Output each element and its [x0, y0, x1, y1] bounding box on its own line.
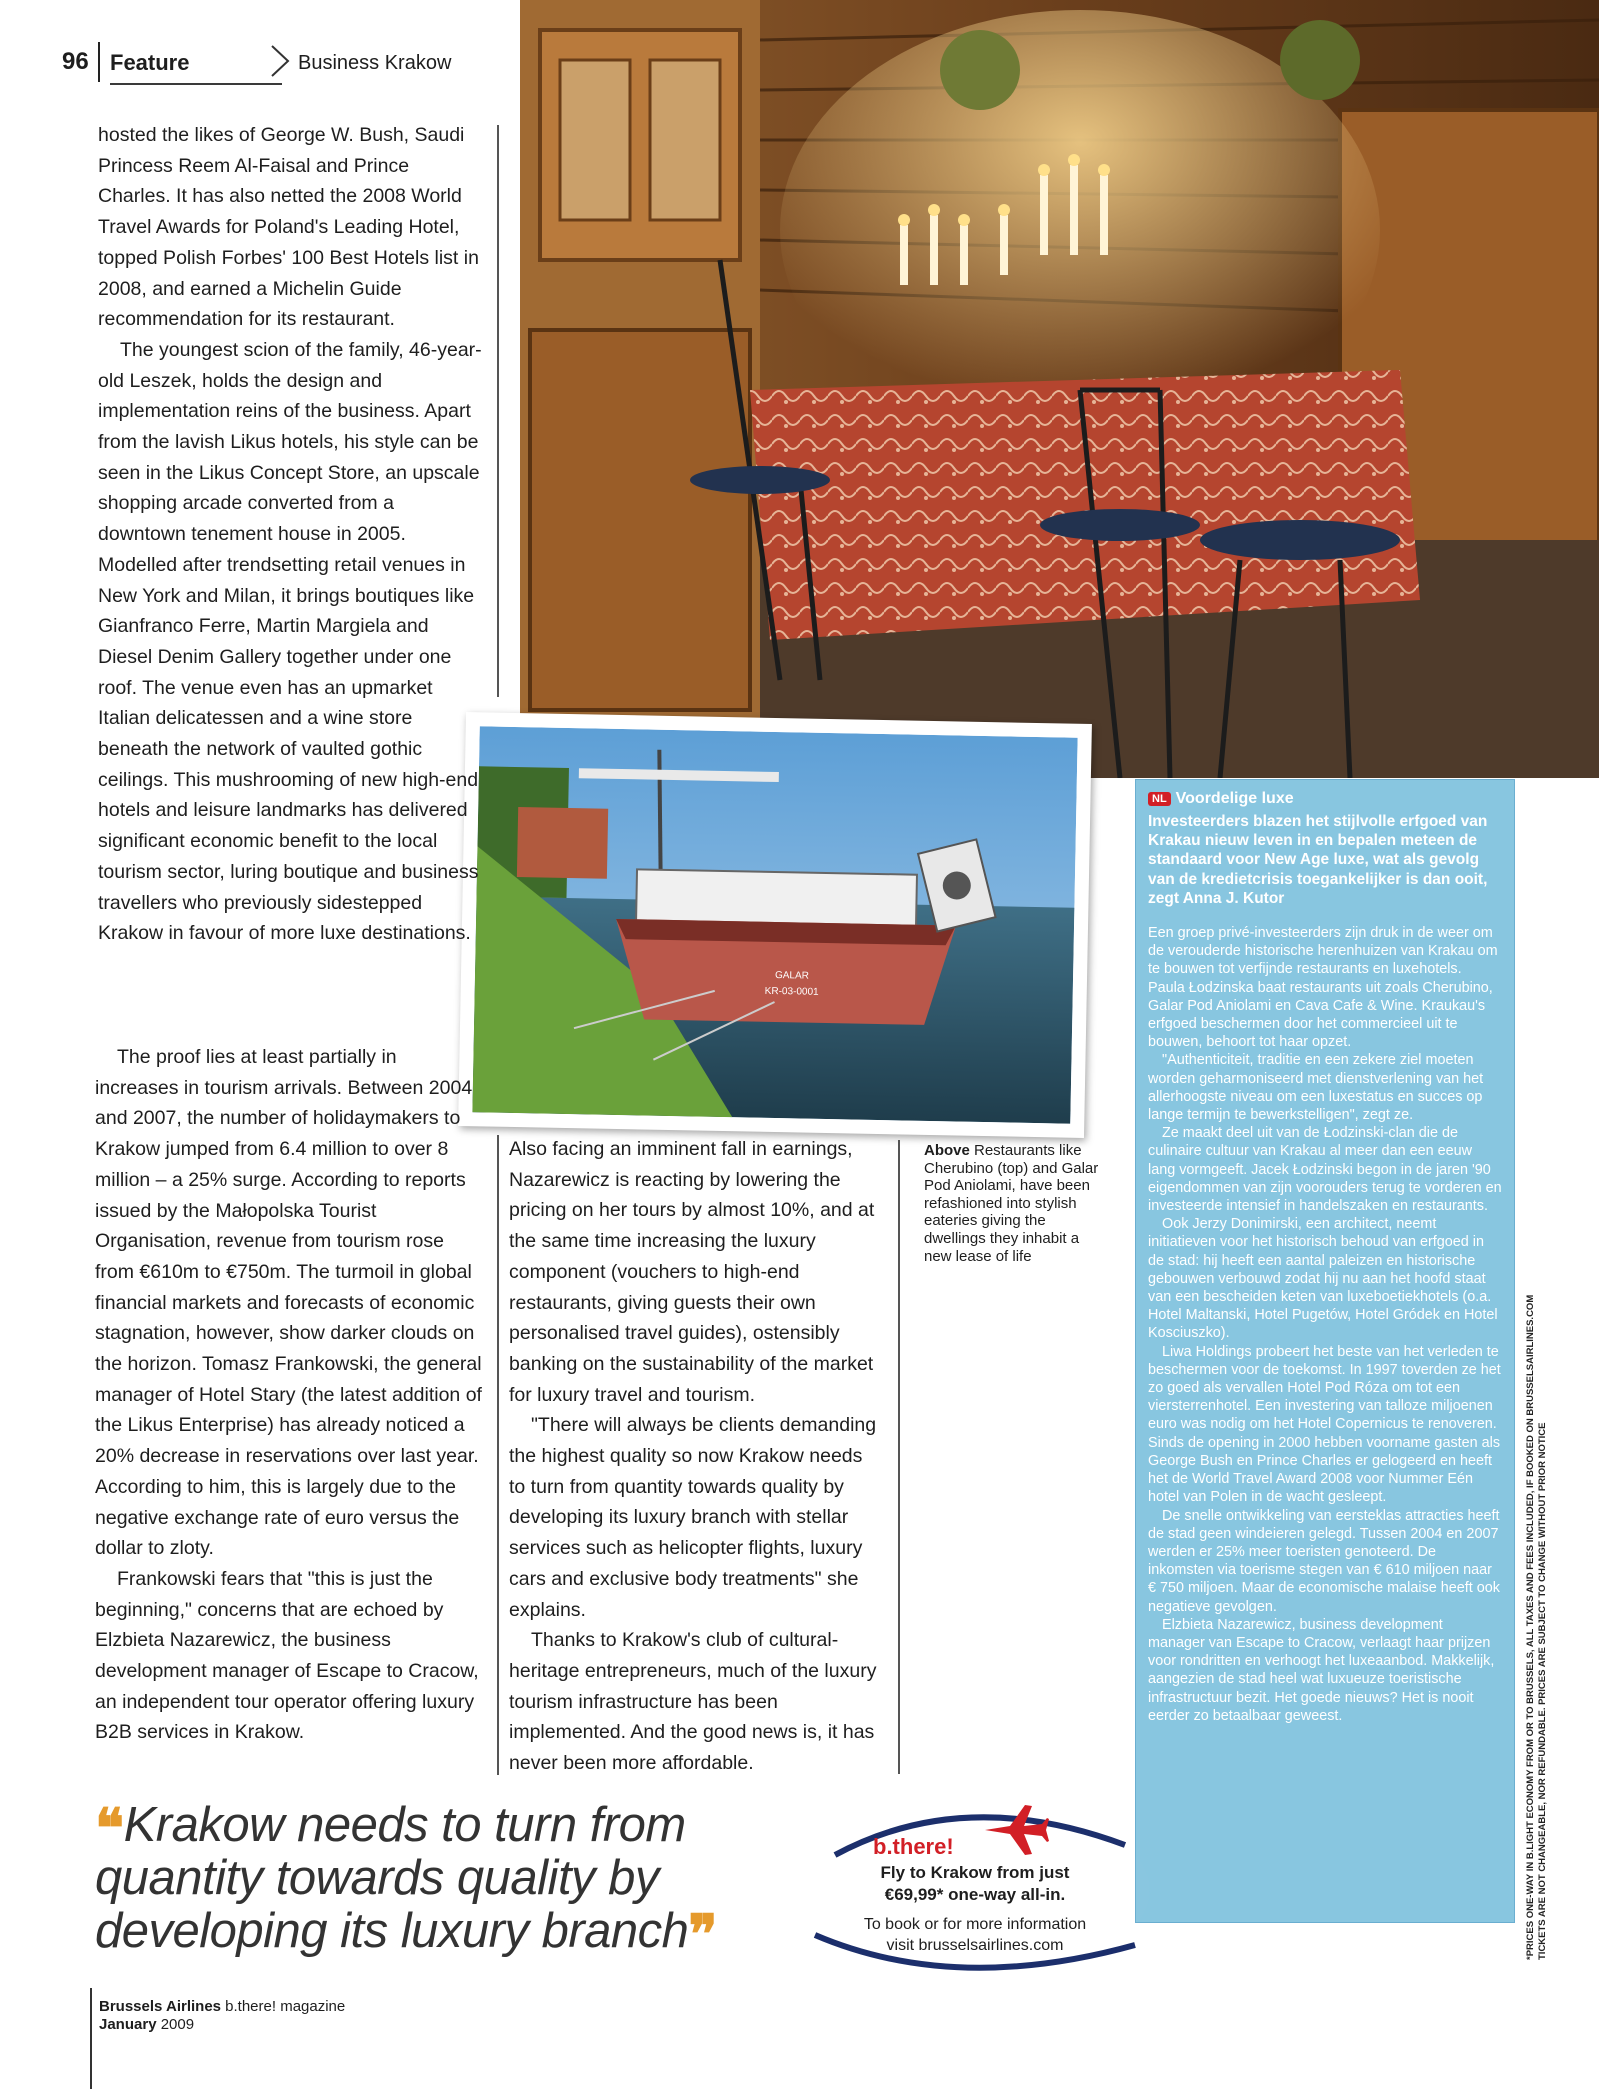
pull-quote	[95, 1796, 805, 1966]
ad-offer-line-2: €69,99* one-way all-in.	[884, 1885, 1066, 1904]
column-rule	[497, 125, 499, 697]
ad-brand: b.there!	[873, 1834, 954, 1859]
fine-print: *PRICES ONE-WAY IN B.LIGHT ECONOMY FROM OR TO BRUSSELS, ALL TAXES AND FEES INCLUDED, IF BOOKED ON BRUSSELSAIRLINES.COM TICKETS ARE NOT CHANGEABLE, NOR REFUNDABLE. PRICES ARE SUBJECT TO CHANGE WITHOUT PRIOR NOTICE	[1525, 1294, 1548, 1960]
article-paragraph: The proof lies at least partially in increases in tourism arrivals. Between 2004 and 2007, the number of holidaymakers to Krakow jumped from 6.4 million to over 8 million – a 25% surge. According to reports issued by the Małopolska Tourist Organisation, revenue from tourism rose from €610m to €750m. The turmoil in global financial markets and forecasts of economic stagnation, however, show darker clouds on the horizon. Tomasz Frankowski, the general manager of Hotel Stary (the latest addition of the Likus Enterprise) has already noticed a 20% decrease in reservations over last year. According to him, this is largely due to the negative exchange rate of euro versus the dollar to zloty.	[95, 1046, 482, 1560]
article-column-1-lower	[95, 1042, 483, 1748]
header-divider	[98, 42, 100, 82]
footer-publication	[99, 1998, 345, 2015]
subsection-label: Business Krakow	[298, 52, 452, 74]
sidebar-paragraph: Een groep privé-investeerders zijn druk in de weer om de verouderde historische herenhuizen van Krakau om te bouwen tot verfijnde restaurants en luxehotels. Paula Łodzinska baat restaurants uit zoals Cherubino, Galar Pod Aniolami en Cava Cafe & Wine. Kraukau's erfgoed beschermen door het commercieel uit te bouwen, behoort tot haar opzet.	[1148, 925, 1498, 1051]
article-paragraph: Also facing an imminent fall in earnings, Nazarewicz is reacting by lowering the pricing on her tours by almost 10%, and at the same time increasing the luxury component (vouchers to high-end restaurants, giving guests their own personalised travel guides), ostensibly banking on the sustainability of the market for luxury travel and tourism.	[509, 1138, 875, 1406]
section-label: Feature	[110, 50, 190, 75]
sidebar-paragraph: Elzbieta Nazarewicz, business development manager van Escape to Cracow, verlaagt haar prijzen voor rondritten en verhoogt het luxeaanbod. Makkelijk, aangezien de stad heel wat luxueuze toeristische infrastructuur bezit. Het goede nieuws? Het is nooit eerder zo betaalbaar geweest.	[1148, 1616, 1495, 1724]
sidebar-body	[1148, 924, 1502, 1725]
article-paragraph: Frankowski fears that "this is just the beginning," concerns that are echoed by Elzbieta Nazarewicz, the business development manager of Escape to Cracow, an independent tour operator offering luxury B2B services in Krakow.	[95, 1567, 479, 1744]
article-paragraph: Thanks to Krakow's club of cultural-heritage entrepreneurs, much of the luxury tourism infrastructure has been implemented. And the good news is, it has never been more affordable.	[509, 1629, 877, 1775]
ad-website-link[interactable]: visit brusselsairlines.com	[886, 1937, 1064, 1954]
open-quote-icon: ❝	[95, 1796, 124, 1860]
ad-offer-line-1: Fly to Krakow from just	[880, 1863, 1070, 1882]
ad-offer	[800, 1862, 1150, 1906]
caption-label: Above	[924, 1142, 970, 1159]
article-paragraph: "There will always be clients demanding the highest quality so now Krakow needs to turn from quantity towards quality by developing its luxury branch with stellar services such as helicopter flights, luxury cars and exclusive body treatments" she explains.	[509, 1414, 877, 1621]
hull-text-2: KR-03-0001	[764, 985, 819, 998]
ad-info-line-1: To book or for more information	[863, 1916, 1087, 1933]
nl-badge: NL	[1148, 792, 1171, 806]
footer-issue-rest: 2009	[156, 2016, 195, 2033]
footer-publication-rest: b.there! magazine	[221, 1998, 346, 2015]
close-quote-icon: ❞	[688, 1902, 717, 1966]
sidebar-lead: Investeerders blazen het stijlvolle erfgoed van Krakau nieuw leven in en bepalen meteen de standaard voor New Age luxe, wat als gevolg van de kredietcrisis toegankelijker is dan ooit, zegt Anna J. Kutor	[1148, 813, 1488, 907]
footer-issue	[99, 2016, 194, 2033]
page-number: 96	[62, 48, 89, 75]
footer-issue-bold: January	[99, 2016, 157, 2033]
airplane-icon	[980, 1800, 1050, 1860]
sidebar-title-text: Voordelige luxe	[1175, 790, 1294, 807]
footer-divider	[90, 1988, 92, 2089]
sidebar-paragraph: Ook Jerzy Donimirski, een architect, neemt initiatieven voor het historisch behoud van erfgoed in de stad: hij heeft een aantal paleizen en historische gebouwen verbouwd zodat hij nu aan het hoofd staat van een bescheiden keten van luxeboetiekhotels (o.a. Hotel Maltanski, Hotel Pugetów, Hotel Gródek en Hotel Kosciuszko).	[1148, 1216, 1498, 1342]
chevron-right-icon	[270, 44, 290, 78]
article-paragraph: hosted the likes of George W. Bush, Saudi Princess Reem Al-Faisal and Prince Charles. It has also netted the 2008 World Travel Awards for Poland's Leading Hotel, topped Polish Forbes' 100 Best Hotels list in 2008, and earned a Michelin Guide recommendation for its restaurant.	[98, 124, 479, 331]
footer-publication-bold: Brussels Airlines	[99, 1998, 221, 2015]
hull-text-1: GALAR	[774, 970, 810, 982]
column-rule	[497, 1135, 499, 1775]
restaurant-barge-photo	[458, 712, 1092, 1138]
article-column-2	[509, 1134, 881, 1779]
caption-text: Restaurants like Cherubino (top) and Galar Pod Aniolami, have been refashioned into stylish eateries giving the dwellings they inhabit a new lease of life	[924, 1142, 1099, 1265]
sidebar-paragraph: "Authenticiteit, traditie en een zekere ziel moeten worden geharmoniseerd met dienstverlening van het allerhoogste niveau om een luxestatus en succes op lange termijn te bewerkstelligen", zegt ze.	[1148, 1052, 1484, 1124]
header-underline	[110, 83, 282, 85]
sidebar-title	[1148, 790, 1294, 808]
sidebar-paragraph: De snelle ontwikkeling van eersteklas attracties heeft de stad geen windeieren gelegd. Tussen 2004 en 2007 werden er 25% meer toeristen genoteerd. De inkomsten via toerisme stegen van € 610 miljoen naar € 750 miljoen. Maar de economische malaise heeft ook negatieve gevolgen.	[1148, 1507, 1500, 1615]
article-paragraph: The youngest scion of the family, 46-year-old Leszek, holds the design and implementation reins of the business. Apart from the lavish Likus hotels, his style can be seen in the Likus Concept Store, an upscale shopping arcade converted from a downtown tenement house in 2005. Modelled after trendsetting retail venues in New York and Milan, it brings boutiques like Gianfranco Ferre, Martin Margiela and Diesel Denim Gallery together under one roof. The venue even has an upmarket Italian delicatessen and a wine store beneath the network of vaulted gothic ceilings. This mushrooming of new high-end hotels and leisure landmarks has delivered significant economic benefit to the local tourism sector, luring boutique and business travellers who previously sidestepped Krakow in favour of more luxe destinations.	[98, 338, 482, 945]
pull-quote-text: Krakow needs to turn from quantity towards quality by developing its luxury branch	[95, 1798, 689, 1958]
photo-caption	[924, 1142, 1106, 1265]
sidebar-paragraph: Ze maakt deel uit van de Łodzinski-clan die de culinaire cultuur van Krakau al meer dan een eeuw lang vormgeeft. Jacek Łodzinski begon in de jaren '90 eigendommen van zijn voorouders terug te vorderen en investeerde intensief in handelszaken en restaurants.	[1148, 1125, 1502, 1215]
sidebar-paragraph: Liwa Holdings probeert het beste van het verleden te beschermen voor de toekomst. In 1997 toverden ze het zo goed als vervallen Hotel Pod Róza om tot een viersterrenhotel. Een investering van talloze miljoenen euro was nodig om het Hotel Copernicus te renoveren. Sinds de opening in 2000 hebben voorname gasten als George Bush en Prince Charles er gelogeerd en heeft het de World Travel Award 2008 voor Nummer Eén hotel van Polen in de wacht gesleept.	[1148, 1343, 1501, 1506]
ad-info	[800, 1914, 1150, 1956]
restaurant-interior-photo	[520, 0, 1599, 778]
article-column-1	[98, 120, 486, 949]
column-rule	[898, 1140, 900, 1774]
